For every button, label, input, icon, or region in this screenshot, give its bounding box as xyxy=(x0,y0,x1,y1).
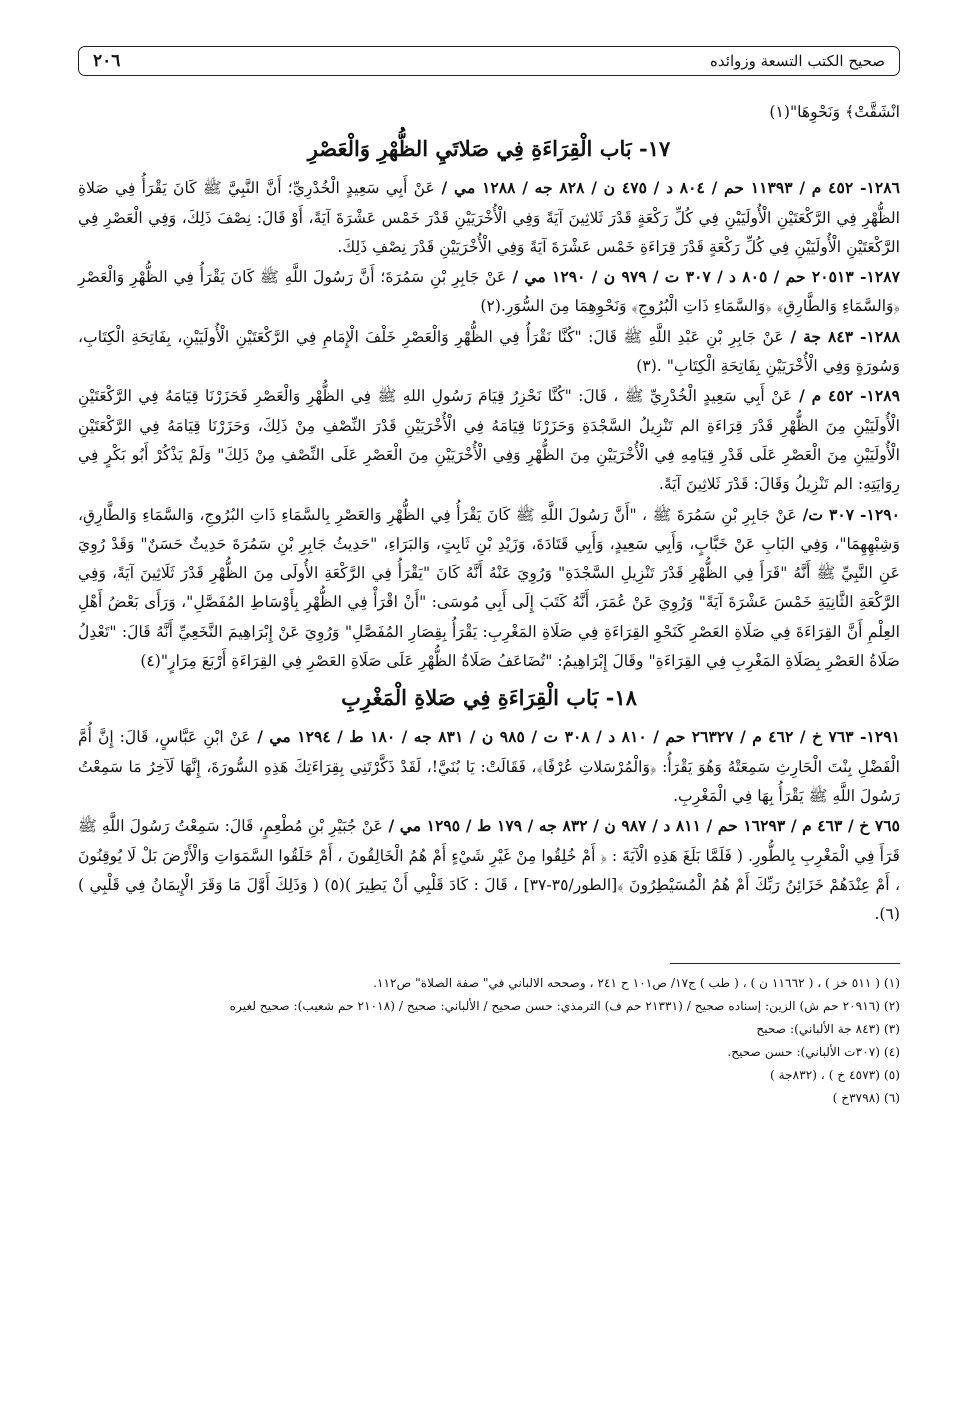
hadith-1290 xyxy=(78,500,900,677)
footnote-divider xyxy=(670,963,900,964)
hadith-ref: ١٢٨٩- ٤٥٢ م / xyxy=(792,386,901,406)
footnote-2: (٢) (٢٠٩١٦ حم ش) الزين: إسناده صحيح / (٢١٣٣١ حم ف) الترمذي: حسن صحيح / الألباني: صحيح / (٢١٠١٨ حم شعيب): صحيح لغيره xyxy=(229,999,900,1014)
hadith-text: عَنْ جَابِرِ بْنِ سَمُرَةَ ﷺ ، "أَنَّ رَسُولَ اللَّهِ ﷺ كَانَ يَقْرَأُ فِي الظُّهْرِ وَالعَصْرِ بِالسَّمَاءِ ذَاتِ البُرُوجِ، وَالسَّمَاءِ وَالطَّارِقِ، وَشِبْهِهِمَا"، وَفِي البَابِ عَنْ خَبَّابٍ، وَأَبِي سَعِيدٍ، وَأَبِي قَتَادَةَ، وَزَيْدِ بْنِ ثَابِتٍ، وَالبَرَاءِ، "حَدِيثُ جَابِرِ بْنِ سَمُرَةَ حَدِيثٌ حَسَنٌ" وَقَدْ رُوِيَ عَنِ النَّبِيِّ ﷺ أَنَّهُ "قَرَأَ فِي الظُّهْرِ قَدْرَ تَنْزِيلِ السَّجْدَةِ" وَرُوِيَ عَنْهُ أَنَّهُ كَانَ "يَقْرَأُ فِي الرَّكْعَةِ الأُولَى مِنَ الظُّهْرِ قَدْرَ ثَلَاثِينَ آيَةً، وَفِي الرَّكْعَةِ الثَّانِيَةِ خَمْسَ عَشْرَةَ آيَةً" وَرُوِيَ عَنْ عُمَرَ، أَنَّهُ كَتَبَ إِلَى أَبِي مُوسَى: "أَنْ اقْرَأْ فِي الظُّهْرِ بِأَوْسَاطِ المُفَصَّلِ"، وَرَأَى بَعْضُ أَهْلِ العِلْمِ أَنَّ القِرَاءَةَ فِي صَلَاةِ العَصْرِ كَنَحْوِ القِرَاءَةِ فِي صَلَاةِ المَغْرِبِ: يَقْرَأُ بِقِصَارِ المُفَصَّلِ" وَرُوِيَ عَنْ إِبْرَاهِيمَ النَّخَعِيِّ أَنَّهُ قَالَ: "تَعْدِلُ صَلَاةُ العَصْرِ بِصَلَاةِ المَغْرِبِ فِي القِرَاءَةِ" وقَالَ إِبْرَاهِيمُ: "تُضَاعَفُ صَلَاةُ الظُّهْرِ عَلَى صَلَاةِ العَصْرِ فِي القِرَاءَةِ أَرْبَعَ مِرَارٍ"(٤) xyxy=(78,505,900,671)
footnotes xyxy=(78,972,900,1110)
footnote-1: (١) ( ٥١١ خز ) ، ( ١١٦٦٢ ن ) ، ( طب ) ج١٧/ ص١٠١ ح ٢٤١ ، وصححه الالباني في" صفة الصلاة" ص١١٢. xyxy=(373,976,900,991)
hadith-ref: ١٢٨٨- ٨٤٣ جة / xyxy=(783,326,901,346)
hadith-ref: ١٢٩٠- ٣٠٧ ت/ xyxy=(796,504,900,524)
book-title: صحيح الكتب التسعة وزوائده xyxy=(710,52,885,70)
footnote-3: (٣) (٨٤٣ جة الألباني): صحيح xyxy=(756,1022,900,1037)
hadith-1291 xyxy=(78,722,900,811)
footnote-6: (٦) (٣٧٩٨خ ) xyxy=(832,1091,900,1106)
hadith-ref: ٧٦٥ خ / ٤٦٣ م / ١٦٢٩٣ حم / ٨١١ د / ٩٨٧ ن / ٨٣٢ جه / ١٧٩ ط / ١٢٩٥ مي / xyxy=(382,816,901,836)
page-number: ٢٠٦ xyxy=(93,51,121,71)
hadith-ref: ١٢٨٧- ٢٠٥١٣ حم / ٨٠٥ د / ٣٠٧ ت / ٩٧٩ ن / ١٢٩٠ مي / xyxy=(506,267,900,287)
hadith-1288 xyxy=(78,322,900,382)
hadith-text: عَنْ جَابِرِ بْنِ سَمُرَةَ؛ أَنَّ رَسُولَ اللَّهِ ﷺ كَانَ يَقْرَأُ فِي الظُّهْرِ وَالْعَصْرِ ﴿وَالسَّمَاءِ وَالطَّارِقِ﴾ ﴿وَالسَّمَاءِ ذَاتِ الْبُرُوجِ﴾ وَنَحْوِهِمَا مِنَ السُّوَرِ.(٢) xyxy=(78,268,900,316)
hadith-text: عَنْ أَبِي سَعِيدٍ الْخُدْرِيِّ؛ أَنَّ النَّبِيَّ ﷺ كَانَ يَقْرَأُ فِي صَلاةِ الظُّهْرِ فِي الرَّكْعَتَيْنِ الْأُولَيَيْنِ فِي كُلِّ رَكْعَةٍ قَدْرَ ثَلاثِينَ آيَةً وَفِي الْأُخْرَيَيْنِ قَدْرَ خَمْس عَشْرَةَ آيَةً، أَوْ قَالَ: نِصْفَ ذَلِكَ، وَفِي الْعَصْرِ فِي الرَّكْعَتَيْنِ الْأُولَيَيْنِ فِي كُلِّ رَكْعَةٍ قَدْرَ قِرَاءَةِ خَمْس عَشْرَةَ آيَةً وَفِي الْأُخْرَيَيْنِ قَدْرَ نِصْفِ ذَلِكَ. xyxy=(78,179,900,256)
hadith-text: عَنْ ابْنِ عَبَّاسٍ، قَالَ: إِنَّ أُمَّ الْفَضْلِ بِنْتَ الْحَارِثِ سَمِعَتْهُ وَهُوَ يَقْرَأُ: ﴿وَالْمُرْسَلاتِ عُرْفًا﴾، فَقَالَتْ: يَا بُنَيَّ!، لَقَدْ ذَكَّرْتَنِي بِقِرَاءَتِكَ هَذِهِ السُّورَةَ، إِنَّهَا لَآخِرُ مَا سَمِعْتُ رَسُولَ اللَّهِ ﷺ يَقْرَأُ بِهَا فِي الْمَغْرِبِ. xyxy=(78,728,900,805)
page-content xyxy=(78,98,900,929)
hadith-1289 xyxy=(78,381,900,499)
hadith-1286 xyxy=(78,173,900,262)
page-header xyxy=(78,46,900,76)
chapter-heading-18: ١٨- بَاب الْقِرَاءَةِ فِي صَلاةِ الْمَغْرِبِ xyxy=(341,685,637,711)
footnote-4: (٤) (٣٠٧ت الألباني): حسن صحيح. xyxy=(727,1045,900,1060)
chapter-heading-17: ١٧- بَاب الْقِرَاءَةِ فِي صَلاتَيِ الظُّهْرِ وَالْعَصْرِ xyxy=(307,136,671,162)
hadith-765 xyxy=(78,811,900,929)
hadith-ref: ١٢٩١- ٧٦٣ خ / ٤٦٢ م / ٢٦٣٢٧ حم / ٨١٠ د / ٣٠٨ ت / ٩٨٥ ن / ٨٣١ جه / ١٨٠ ط / ١٢٩٤ مي / xyxy=(250,727,901,747)
hadith-text: عَنْ جَابِرِ بْنِ عَبْدِ اللَّهِ ﷺ قَالَ: "كُنَّا نَقْرَأُ فِي الظُّهْرِ وَالْعَصْرِ خَلْفَ الْإِمَامِ فِي الرَّكْعَتَيْنِ الْأُولَيَيْنِ، بِفَاتِحَةِ الْكِتَابِ، وَسُورَةٍ وَفِي الْأُخْرَيَيْنِ بِفَاتِحَةِ الْكِتَابِ" .(٣) xyxy=(78,327,900,376)
footnote-5: (٥) (٤٥٧٣ خ ) ، (٨٣٢جة ) xyxy=(769,1068,900,1083)
book-page xyxy=(78,46,900,1110)
hadith-text: عَنْ أَبِي سَعِيدٍ الْخُدْرِيِّ ﷺ ، قَالَ: "كُنَّا نَحْزِرُ قِيَامَ رَسُولِ اللهِ ﷺ فِي الظُّهْرِ وَالْعَصْرِ فَحَزَرْنَا قِيَامَهُ فِي الرَّكْعَتَيْنِ الْأُولَيَيْنِ مِنَ الظُّهْرِ قَدْرَ قِرَاءَةِ الم تَنْزِيلُ السَّجْدَةِ وَحَزَرْنَا قِيَامَهُ فِي الْأُخْرَيَيْنِ قَدْرَ النِّصْفِ مِنْ ذَلِكَ، وَحَزَرْنَا قِيَامَهُ فِي الرَّكْعَتَيْنِ الْأُولَيَيْنِ مِنَ الْعَصْرِ عَلَى قَدْرِ قِيَامِهِ فِي الْأُخْرَيَيْنِ مِنَ الظُّهْرِ وَفِي الْأُخْرَيَيْنِ مِنَ الْعَصْرِ عَلَى النِّصْفِ مِنْ ذَلِكَ" وَلَمْ يَذْكُرْ أَبُو بَكْرٍ فِي رِوَايَتِهِ: الم تَنْزِيلُ وَقَالَ: قَدْرَ ثَلاثِينَ آيَةً. xyxy=(78,387,900,494)
hadith-text: عَنْ جُبَيْرِ بْنِ مُطْعِمٍ، قَالَ: سَمِعْتُ رَسُولَ اللَّهِ ﷺ قَرَأَ فِي الْمَغْرِبِ بِالطُّورِ. ( فَلَمَّا بَلَغَ هَذِهِ الْآيَةَ : ﴿ أَمْ خُلِقُوا مِنْ غَيْرِ شَيْءٍ أَمْ هُمُ الْخَالِقُونَ ، أَمْ خَلَقُوا السَّمَوَاتِ وَالْأَرْضَ بَلْ لَا يُوقِنُونَ ، أَمْ عِنْدَهُمْ خَزَائِنُ رَبِّكَ أَمْ هُمُ الْمُسَيْطِرُونَ ﴾[الطور/٣٥-٣٧] ، قَالَ : كَادَ قَلْبِي أَنْ يَطِيرَ )(٥) ( وَذَلِكَ أَوَّلَ مَا وَقَرَ الْإِيمَانُ فِي قَلْبِي )(٦). xyxy=(78,817,900,924)
hadith-1287 xyxy=(78,262,900,322)
continued-line: انْشَقَّتْ﴾ وَنَحْوِهَا"(١) xyxy=(769,103,900,121)
hadith-ref: ١٢٨٦- ٤٥٢ م / ١١٣٩٣ حم / ٨٠٤ د / ٤٧٥ ن / ٨٢٨ جه / ١٢٨٨ مي / xyxy=(434,178,900,198)
